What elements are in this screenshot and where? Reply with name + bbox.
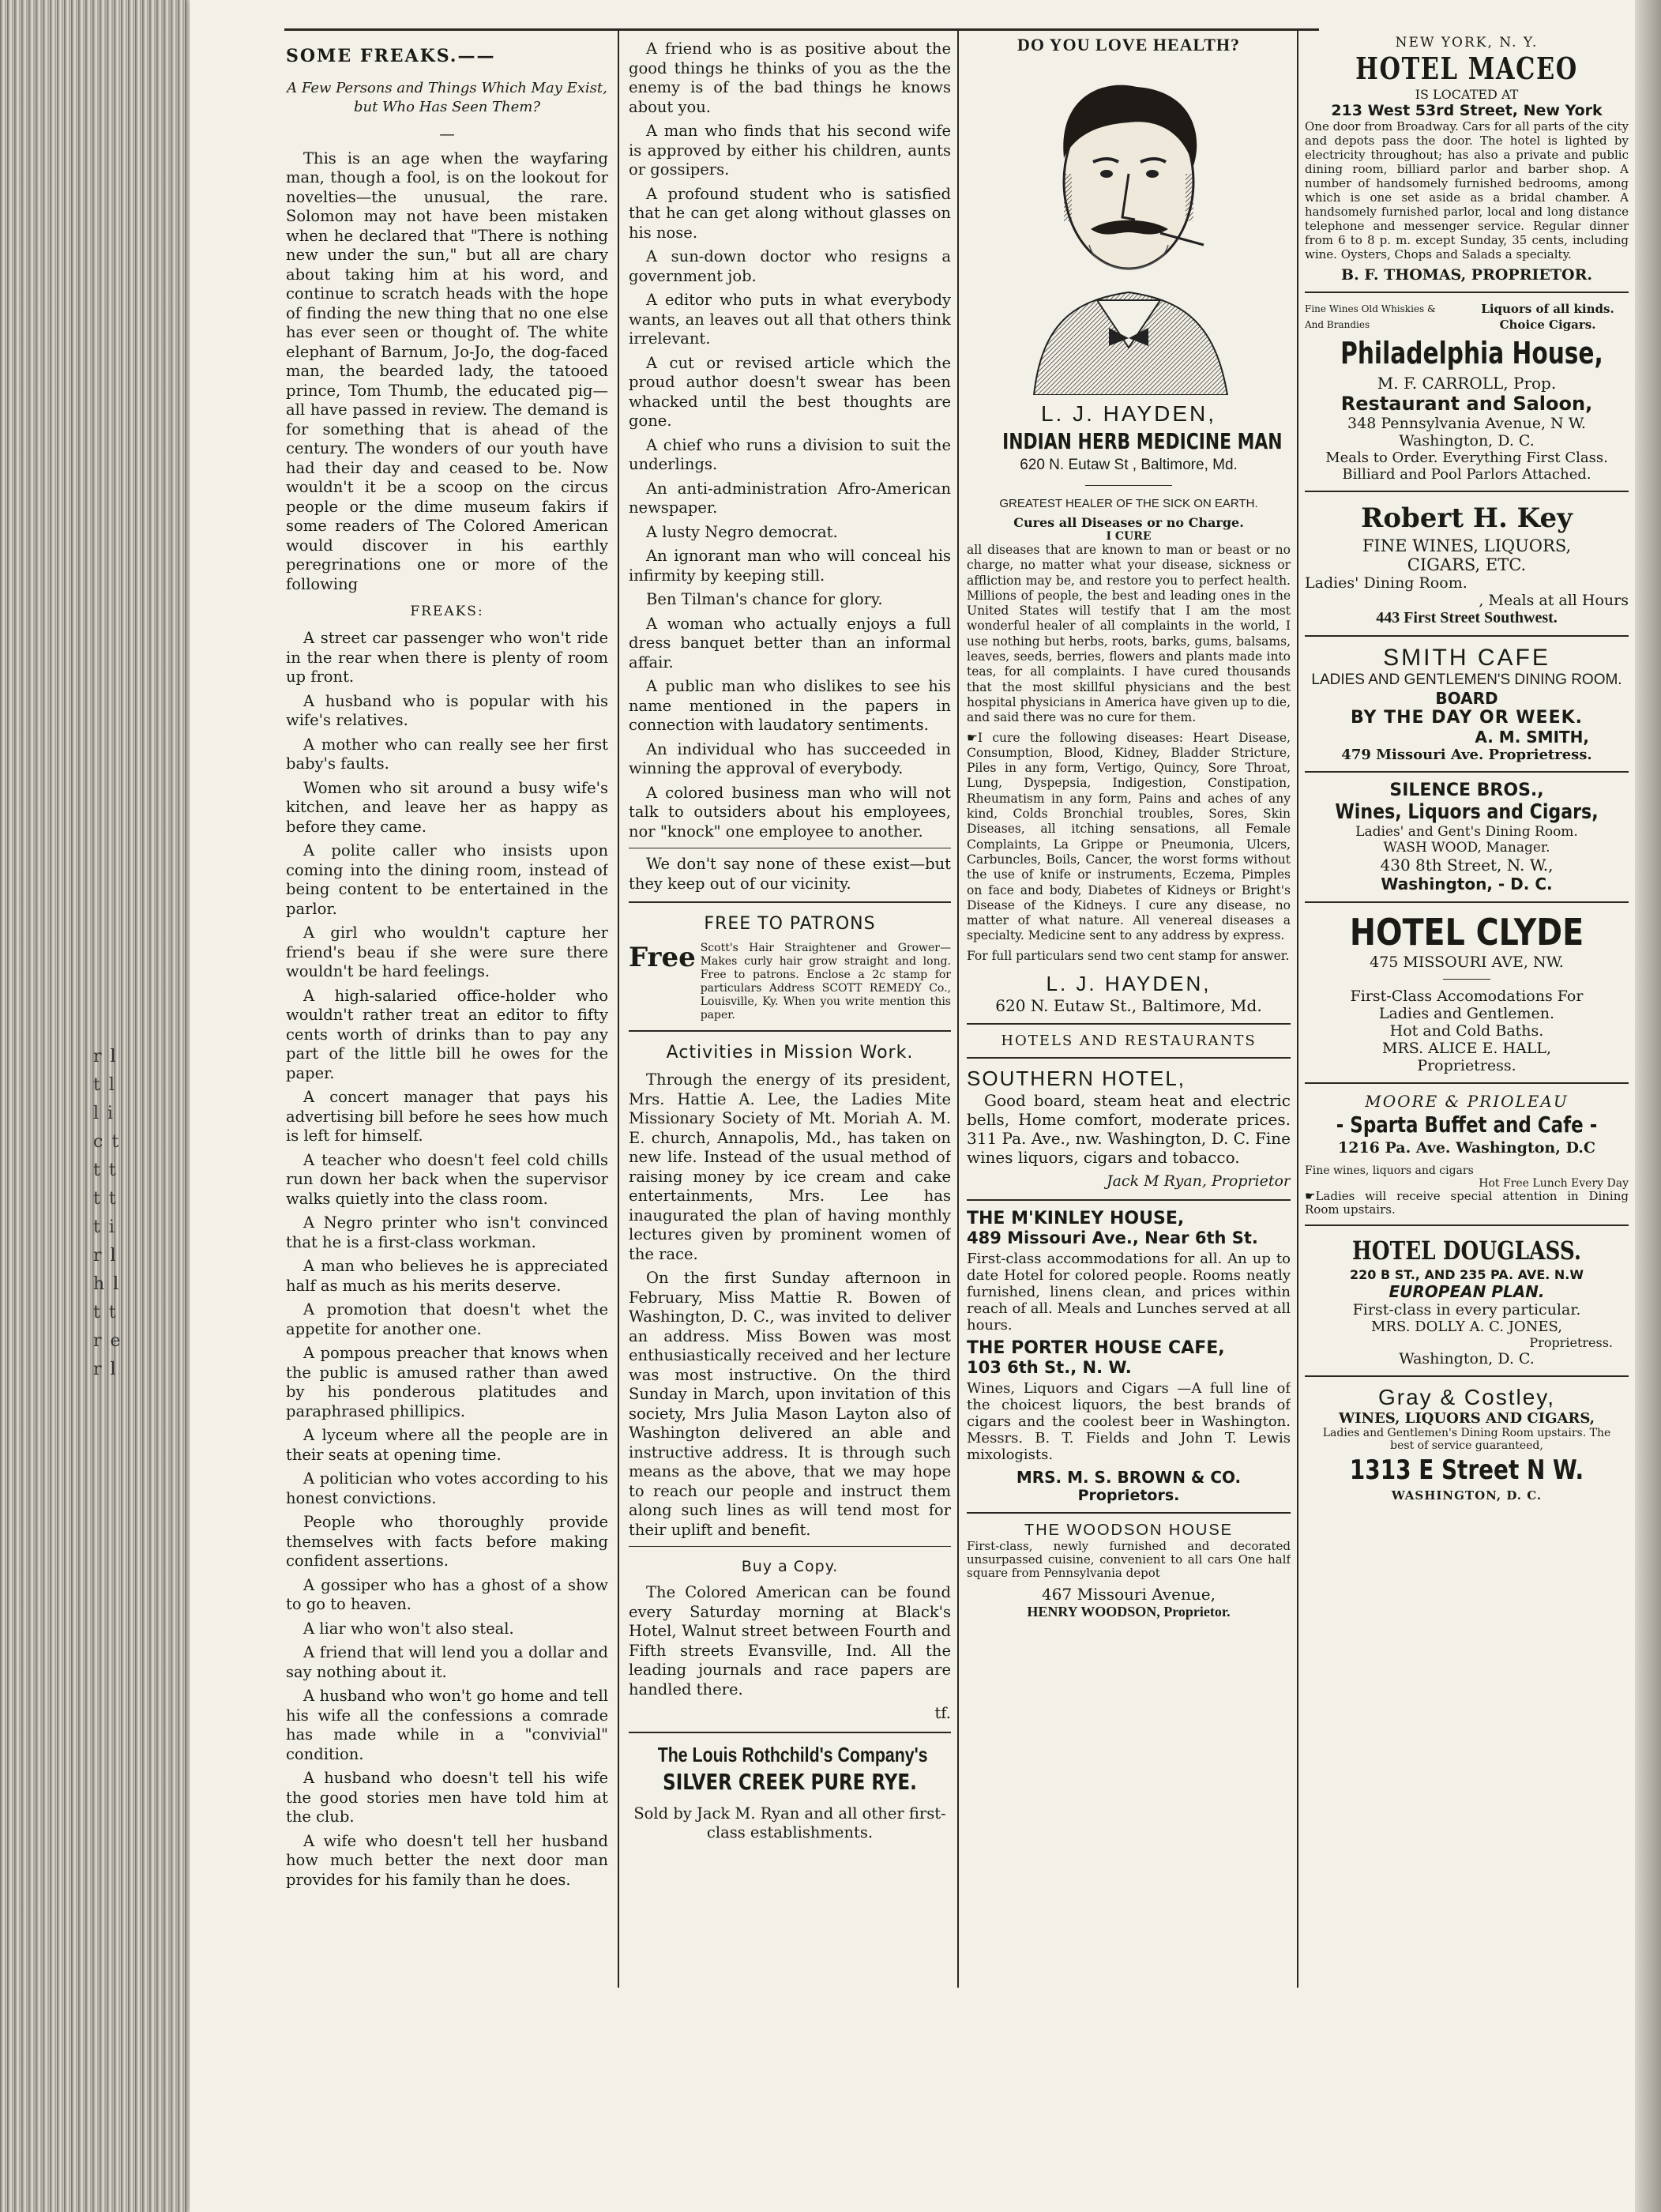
freak-item: A husband who won't go home and tell his wife all the confessions a comrade has made while in a "convivial" condition.: [286, 1687, 608, 1763]
rothschild-line1: The Louis Rothchild's Company's: [657, 1742, 928, 1766]
clyde-l2: Hot and Cold Baths.: [1389, 1022, 1544, 1040]
freak-item: A public man who dislikes to see his name mentioned in the papers in connection with laudatory sentiments.: [629, 677, 951, 734]
mckinley-text: First-class accommodations for all. An up to date Hotel for colored people. Rooms neatly furnished, linens clean, and prices within reach of all. Meals and Lunches served at all hours.: [967, 1250, 1291, 1334]
douglass-l1: First-class in every particular.: [1352, 1301, 1581, 1319]
clyde-l1: First-Class Accomodations For Ladies and Gentlemen.: [1350, 988, 1584, 1022]
freaks-label: FREAKS:: [410, 604, 484, 619]
hayden-name: L. J. HAYDEN,: [1040, 401, 1217, 426]
freaks-list-cont: [629, 40, 951, 841]
freak-item: A mother who can really see her first baby's faults.: [286, 735, 608, 773]
hayden-body-diseases: ☛I cure the following diseases: Heart Disease, Consumption, Blood, Kidney, Bladder Stricture, Piles in any form, Vertigo, Quincy, Sore Throat, Lung, Dyspepsia, Indigestion, Constipation, Rheumatism in any form, Pains and aches of any kind, Colds Bronchial troubles, Sores, Skin Diseases, all itching sensations, all Female Complaints, La Grippe or Pneumonia, Ulcers, Carbuncles, Boils, Cancer, the worst forms without the use of knife or instruments, Eczema, Pimples on face and body, Diabetes of Kidneys or Bright's Disease of the Kidneys. I cure any disease, no matter of what nature. All venereal diseases a specialty. Medicine sent to any address by express.: [967, 730, 1291, 943]
hotel-maceo-ad: [1305, 51, 1629, 284]
robert-key-ad: [1305, 500, 1629, 627]
divider: [1443, 979, 1490, 980]
headline-some-freaks: SOME FREAKS.——: [286, 46, 496, 66]
freak-item: Women who sit around a busy wife's kitchen, and leave her as happy as before they came.: [286, 778, 608, 836]
freak-item: A colored business man who will not talk to outsiders about his employees, nor "knock" one employee to another.: [629, 783, 951, 841]
buy-copy-title: Buy a Copy.: [741, 1558, 839, 1575]
freak-item: A high-salaried office-holder who wouldn't rather treat an editor to fifty cents worth of drinks than to pay any part of the little bill he owes for the paper.: [286, 986, 608, 1082]
clyde-addr: 475 MISSOURI AVE, NW.: [1370, 954, 1564, 971]
freak-item: A politician who votes according to his honest convictions.: [286, 1469, 608, 1507]
rothschild-ad: [629, 1741, 951, 1843]
freak-item: A pompous preacher that knows when the public is amused rather than awed by his ponderous platitudes and paraphrased phillipics.: [286, 1344, 608, 1420]
freak-item: An ignorant man who will conceal his infirmity by keeping still.: [629, 547, 951, 585]
clyde-name: HOTEL CLYDE: [1349, 911, 1584, 954]
maceo-addr: 213 West 53rd Street, New York: [1331, 102, 1603, 119]
mckinley-name: THE M'KINLEY HOUSE,: [967, 1208, 1185, 1228]
freak-item: A liar who won't also steal.: [303, 1619, 514, 1638]
freak-item: Ben Tilman's chance for glory.: [646, 590, 883, 608]
freak-item: A sun-down doctor who resigns a government job.: [629, 247, 951, 285]
freak-item: A profound student who is satisfied that he can get along without glasses on his nose.: [629, 184, 951, 242]
hayden-address: 620 N. Eutaw St , Baltimore, Md.: [1020, 457, 1238, 473]
philly-city: Washington, D. C.: [1399, 432, 1535, 450]
divider: [967, 1057, 1291, 1059]
southern-hotel-text: Good board, steam heat and electric bells, Home comfort, moderate prices. 311 Pa. Ave., nw. Washington, D. C. Fine wines liquors, cigars and tobacco.: [967, 1091, 1291, 1168]
divider: [1305, 1375, 1629, 1377]
deck: A Few Persons and Things Which May Exist, but Who Has Seen Them?: [287, 80, 607, 115]
gray-l1: WINES, LIQUORS AND CIGARS,: [1338, 1410, 1595, 1427]
philly-billiard: Billiard and Pool Parlors Attached.: [1342, 466, 1591, 483]
hayden-body: all diseases that are known to man or beast or no charge, no matter what your disease, sickness or affliction may be, and restore you to perfect health. Millions of people, the best and leading ones in the United States will testify that I am the most wonderful healer of all complaints in the world, I use nothing but herbs, roots, barks, gums, balsams, leaves, seeds, berries, flowers and plants made into teas, for all complaints. I have cured thousands that the most skillful physicians and the best hospital physicians in America have given up to die, and said there was no cure for them.: [967, 543, 1291, 725]
smith-l3: BY THE DAY OR WEEK.: [1350, 708, 1584, 728]
porter-sig2: Proprietors.: [1077, 1486, 1180, 1504]
gray-l2: Ladies and Gentlemen's Dining Room upstairs. The best of service guaranteed,: [1322, 1427, 1611, 1452]
porter-sig1: MRS. M. S. BROWN & CO.: [1016, 1467, 1242, 1487]
freak-item: A girl who wouldn't capture her friend's beau if she were sure there wouldn't be hard feelings.: [286, 924, 608, 980]
freak-item: A wife who doesn't tell her husband how much better the next door man provides for his family than he does.: [286, 1831, 608, 1889]
silence-bros-ad: [1305, 781, 1629, 893]
hotels-title: HOTELS AND RESTAURANTS: [1001, 1033, 1257, 1050]
silence-l4: 430 8th Street, N. W.,: [1380, 856, 1554, 875]
page-edge: [1635, 0, 1661, 2212]
new-york-header: NEW YORK, N. Y.: [1395, 35, 1539, 51]
maceo-name: HOTEL MACEO: [1355, 51, 1578, 86]
smith-l1: LADIES AND GENTLEMEN'S DINING ROOM.: [1311, 672, 1622, 688]
philly-left: Fine Wines Old Whiskies & And Brandies: [1305, 303, 1436, 330]
hayden-ad: [967, 401, 1291, 543]
sparta-buffet-ad: [1305, 1092, 1629, 1217]
woodson-sig: HENRY WOODSON, Proprietor.: [1027, 1603, 1231, 1620]
divider: [1305, 635, 1629, 637]
intro-paragraph: This is an age when the wayfaring man, though a fool, is on the lookout for novelties—the unusual, the rare. Solomon may not have been mistaken when he declared that "There is nothing new under the sun," but all are chary about taking him at his word, and continue to scratch heads with the hope of finding the new thing that no one else has ever seen or thought of. The white elephant of Barnum, Jo-Jo, the dog-faced man, the bearded lady, the tatooed prince, Tom Thumb, the educated pig—all have passed in review. The demand is for something that is ahead of the century. The wonders of our youth have had their day and ceased to be. Now wouldn't it be a scoop on the circus people or the dime museum fakirs if some readers of The Colored American would discover in his earthly peregrinations one or more of the following: [286, 149, 608, 593]
divider: [1305, 1082, 1629, 1084]
hayden-address-2: 620 N. Eutaw St., Baltimore, Md.: [995, 996, 1262, 1016]
freak-item: A woman who actually enjoys a full dress banquet better than an informal affair.: [629, 614, 951, 672]
hayden-trade: INDIAN HERB MEDICINE MAN: [1002, 428, 1283, 454]
hotel-douglass-ad: [1305, 1234, 1629, 1367]
divider: [967, 1023, 1291, 1025]
gray-city: WASHINGTON, D. C.: [1391, 1488, 1543, 1503]
column-freaks-cont: [629, 28, 951, 1988]
sparta-l1: Fine wines, liquors and cigars: [1305, 1164, 1474, 1177]
philadelphia-house-ad: [1305, 301, 1629, 483]
rothschild-line2: SILVER CREEK PURE RYE.: [663, 1768, 917, 1795]
hayden-name-2: L. J. HAYDEN,: [1046, 972, 1212, 996]
divider: [629, 1732, 951, 1733]
woodson-addr: 467 Missouri Avenue,: [1042, 1584, 1216, 1604]
philly-right: Liquors of all kinds. Choice Cigars.: [1481, 302, 1614, 332]
hayden-cures: Cures all Diseases or no Charge.: [1013, 515, 1244, 530]
freak-item: A polite caller who insists upon coming into the dining room, instead of being content to be entertained in the parlor.: [286, 841, 608, 918]
key-l4: 443 First Street Southwest.: [1376, 609, 1558, 626]
divider: [1305, 491, 1629, 492]
mission-title: Activities in Mission Work.: [666, 1043, 914, 1063]
divider: [629, 1546, 951, 1547]
dash: —: [439, 125, 455, 143]
freak-item: A husband who is popular with his wife's relatives.: [286, 691, 608, 729]
hayden-signature: [967, 972, 1291, 1015]
freak-item: An anti-administration Afro-American newspaper.: [629, 479, 951, 517]
book-spine: [0, 0, 190, 2212]
love-health-title: DO YOU LOVE HEALTH?: [1017, 35, 1241, 55]
maceo-text: One door from Broadway. Cars for all parts of the city and depots pass the door. The hotel is lighted by electricity throughout; has also a private and public dining room, billiard parlor and barber shop. A number of handsomely furnished bedrooms, among which is one set aside as a bridal chamber. A handsomely furnished parlor, local and long distance telephone and messenger service. Regular dinner from 6 to 8 p. m. except Sunday, 35 cents, including wine. Oysters, Chops and Salads a specialty.: [1305, 119, 1629, 261]
divider: [629, 901, 951, 903]
philly-header-row: [1305, 301, 1629, 333]
freak-item: A lyceum where all the people are in their seats at opening time.: [286, 1426, 608, 1464]
smith-sig: A. M. SMITH,: [1475, 728, 1589, 747]
free-to-patrons-title: FREE TO PATRONS: [704, 914, 876, 934]
freaks-list: [286, 629, 608, 1890]
silence-l3: WASH WOOD, Manager.: [1383, 840, 1550, 856]
mission-paragraph-1: Through the energy of its president, Mrs. Hattie A. Lee, the Ladies Mite Missionary Society of Mt. Moriah A. M. E. church, Annapolis, Md., has taken on new life. Instead of the usual method of raising money by ice cream and cake entertainments, Mrs. Lee has inaugurated the plan of having monthly lectures given by prominent women of the race.: [629, 1070, 951, 1263]
mission-paragraph-2: On the first Sunday afternoon in February, Miss Mattie R. Bowen of Washington, D. C., was invited to deliver an address. Miss Bowen was most enthusiastically received and her lecture was most instructive. On the third Sunday in March, upon invitation of this society, Mrs Julia Mason Layton also of Washington delivered an able and instructive address. It is through such means as the above, that we may hope to reach our people and instruct them along such lines as will tend most for their uplift and benefit.: [629, 1269, 951, 1539]
woodson-name: THE WOODSON HOUSE: [1024, 1521, 1233, 1539]
freak-item: A cut or revised article which the proud author doesn't swear has been whacked until the best thoughts are gone.: [629, 353, 951, 430]
rothschild-text: Sold by Jack M. Ryan and all other first-class establishments.: [633, 1804, 946, 1841]
key-l1: FINE WINES, LIQUORS, CIGARS, ETC.: [1362, 536, 1572, 574]
gray-costley-ad: [1305, 1385, 1629, 1503]
philly-name: Philadelphia House,: [1340, 336, 1603, 371]
philly-addr: 348 Pennsylvania Avenue, N W.: [1347, 415, 1586, 432]
porter-text: Wines, Liquors and Cigars —A full line of the choicest liquors, the best brands of cigars and the coolest beer in Washington. Messrs. B. T. Fields and John T. Lewis mixologists.: [967, 1379, 1291, 1463]
key-l3: , Meals at all Hours: [1479, 592, 1629, 609]
sparta-l3: ☛Ladies will receive special attention in Dining Room upstairs.: [1305, 1189, 1629, 1217]
freak-item: A man who finds that his second wife is approved by either his children, aunts or gossipers.: [629, 122, 951, 179]
freak-item: A promotion that doesn't whet the appetite for another one.: [286, 1300, 608, 1338]
douglass-plan: EUROPEAN PLAN.: [1389, 1282, 1545, 1301]
column-rule: [618, 28, 619, 1988]
philly-sub: Restaurant and Saloon,: [1340, 393, 1593, 415]
divider: [1085, 485, 1172, 486]
buy-copy-text: The Colored American can be found every Saturday morning at Black's Hotel, Walnut street between Fourth and Fifth streets Evansville, Ind. All the leading journals and race papers are handled there.: [629, 1583, 951, 1698]
freak-item: A concert manager that pays his advertising bill before he sees how much is left for himself.: [286, 1088, 608, 1145]
column-hayden: [967, 28, 1291, 1988]
gray-name: Gray & Costley,: [1378, 1385, 1555, 1409]
freak-item: A Negro printer who isn't convinced that he is a first-class workman.: [286, 1213, 608, 1251]
smith-l2: BOARD: [1435, 689, 1498, 708]
freak-item: A editor who puts in what everybody wants, an leaves out all that others think irrelevant.: [629, 291, 951, 348]
freak-item: An individual who has succeeded in winning the approval of everybody.: [629, 739, 951, 777]
hayden-tagline: GREATEST HEALER OF THE SICK ON EARTH.: [999, 497, 1258, 510]
hayden-body-particulars: For full particulars send two cent stamp for answer.: [967, 948, 1290, 963]
hotel-clyde-ad: [1305, 911, 1629, 1074]
free-ad: [629, 942, 951, 1022]
woodson-text: First-class, newly furnished and decorated unsurpassed cuisine, convenient to all cars One half square from Pennsylvania depot: [967, 1538, 1291, 1580]
freak-item: A friend who is as positive about the good things he thinks of you as the the enemy is of the bad things he knows about you.: [629, 40, 951, 116]
freak-item: A friend that will lend you a dollar and say nothing about it.: [286, 1643, 608, 1681]
buy-copy-sig: tf.: [934, 1704, 951, 1722]
freak-item: A chief who runs a division to suit the underlings.: [629, 435, 951, 473]
philly-prop: M. F. CARROLL, Prop.: [1377, 374, 1557, 393]
maceo-located: IS LOCATED AT: [1415, 87, 1519, 102]
spine-edge-text: r l t l l i c t t t t t t i r l h l t t r e r l: [93, 1047, 122, 1379]
divider: [629, 1030, 951, 1032]
sparta-name: - Sparta Buffet and Cafe -: [1336, 1112, 1598, 1138]
freak-item: A gossiper who has a ghost of a show to go to heaven.: [286, 1575, 608, 1613]
smith-name: SMITH CAFE: [1383, 645, 1550, 671]
philly-meals: Meals to Order. Everything First Class.: [1325, 450, 1608, 466]
douglass-sig: MRS. DOLLY A. C. JONES,: [1371, 1319, 1562, 1335]
freak-item: A man who believes he is appreciated half as much as his merits deserve.: [286, 1257, 608, 1295]
gray-addr: 1313 E Street N W.: [1349, 1454, 1584, 1486]
porter-name: THE PORTER HOUSE CAFE,: [967, 1337, 1225, 1358]
smith-addr: 479 Missouri Ave. Proprietress.: [1341, 747, 1592, 763]
column-ads: [1305, 28, 1629, 1988]
hayden-icure: I CURE: [1106, 530, 1152, 543]
key-name: Robert H. Key: [1361, 502, 1573, 534]
clyde-sig: MRS. ALICE E. HALL,: [1382, 1040, 1551, 1057]
key-l2: Ladies' Dining Room.: [1305, 574, 1467, 592]
sparta-addr: 1216 Pa. Ave. Washington, D.C: [1338, 1139, 1595, 1157]
column-rule: [957, 28, 959, 1988]
divider: [1305, 901, 1629, 903]
southern-hotel-name: SOUTHERN HOTEL,: [967, 1066, 1186, 1091]
porter-addr: 103 6th St., N. W.: [967, 1357, 1132, 1377]
divider: [1305, 1224, 1629, 1226]
douglass-name: HOTEL DOUGLASS.: [1352, 1236, 1581, 1266]
free-ad-text: Scott's Hair Straightener and Grower—Makes curly hair grow straight and long. Free to patrons. Enclose a 2c stamp for particulars Address SCOTT REMEDY Co., Louisville, Ky. When you write mention this paper.: [700, 942, 951, 1021]
silence-l5: Washington, - D. C.: [1381, 875, 1553, 893]
freak-item: A teacher who doesn't feel cold chills run down her back when the supervisor walks quietly into the class room.: [286, 1150, 608, 1208]
maceo-sig: B. F. THOMAS, PROPRIETOR.: [1341, 266, 1592, 284]
column-freaks: [286, 28, 608, 1988]
silence-name: SILENCE BROS.,: [1389, 781, 1544, 800]
clyde-prop: Proprietress.: [1417, 1057, 1516, 1074]
column-rule: [1297, 28, 1298, 1988]
hayden-portrait: [1002, 63, 1255, 395]
sparta-head: MOORE & PRIOLEAU: [1365, 1092, 1569, 1111]
freak-item: A street car passenger who won't ride in the rear when there is plenty of room up front.: [286, 629, 608, 686]
free-word: Free: [629, 942, 696, 973]
douglass-city: Washington, D. C.: [1399, 1350, 1535, 1367]
freak-item: A husband who doesn't tell his wife the good stories men have told him at the club.: [286, 1769, 608, 1826]
freak-item: A lusty Negro democrat.: [646, 522, 838, 541]
divider: [1305, 771, 1629, 773]
freak-item: People who thoroughly provide themselves with facts before making confident assertions.: [286, 1513, 608, 1570]
southern-hotel-sig: Jack M Ryan, Proprietor: [1106, 1172, 1291, 1191]
douglass-addr: 220 B ST., AND 235 PA. AVE. N.W: [1349, 1267, 1584, 1282]
divider: [967, 1199, 1291, 1201]
divider: [1305, 292, 1629, 293]
closing-line: We don't say none of these exist—but they keep out of our vicinity.: [629, 855, 951, 893]
divider: [967, 1512, 1291, 1514]
douglass-prop: Proprietress.: [1529, 1335, 1613, 1350]
silence-l2: Ladies' and Gent's Dining Room.: [1355, 824, 1578, 840]
sparta-l2: Hot Free Lunch Every Day: [1479, 1177, 1629, 1190]
smith-cafe-ad: [1305, 645, 1629, 763]
mckinley-addr: 489 Missouri Ave., Near 6th St.: [967, 1228, 1258, 1247]
silence-l1: Wines, Liquors and Cigars,: [1335, 800, 1599, 824]
